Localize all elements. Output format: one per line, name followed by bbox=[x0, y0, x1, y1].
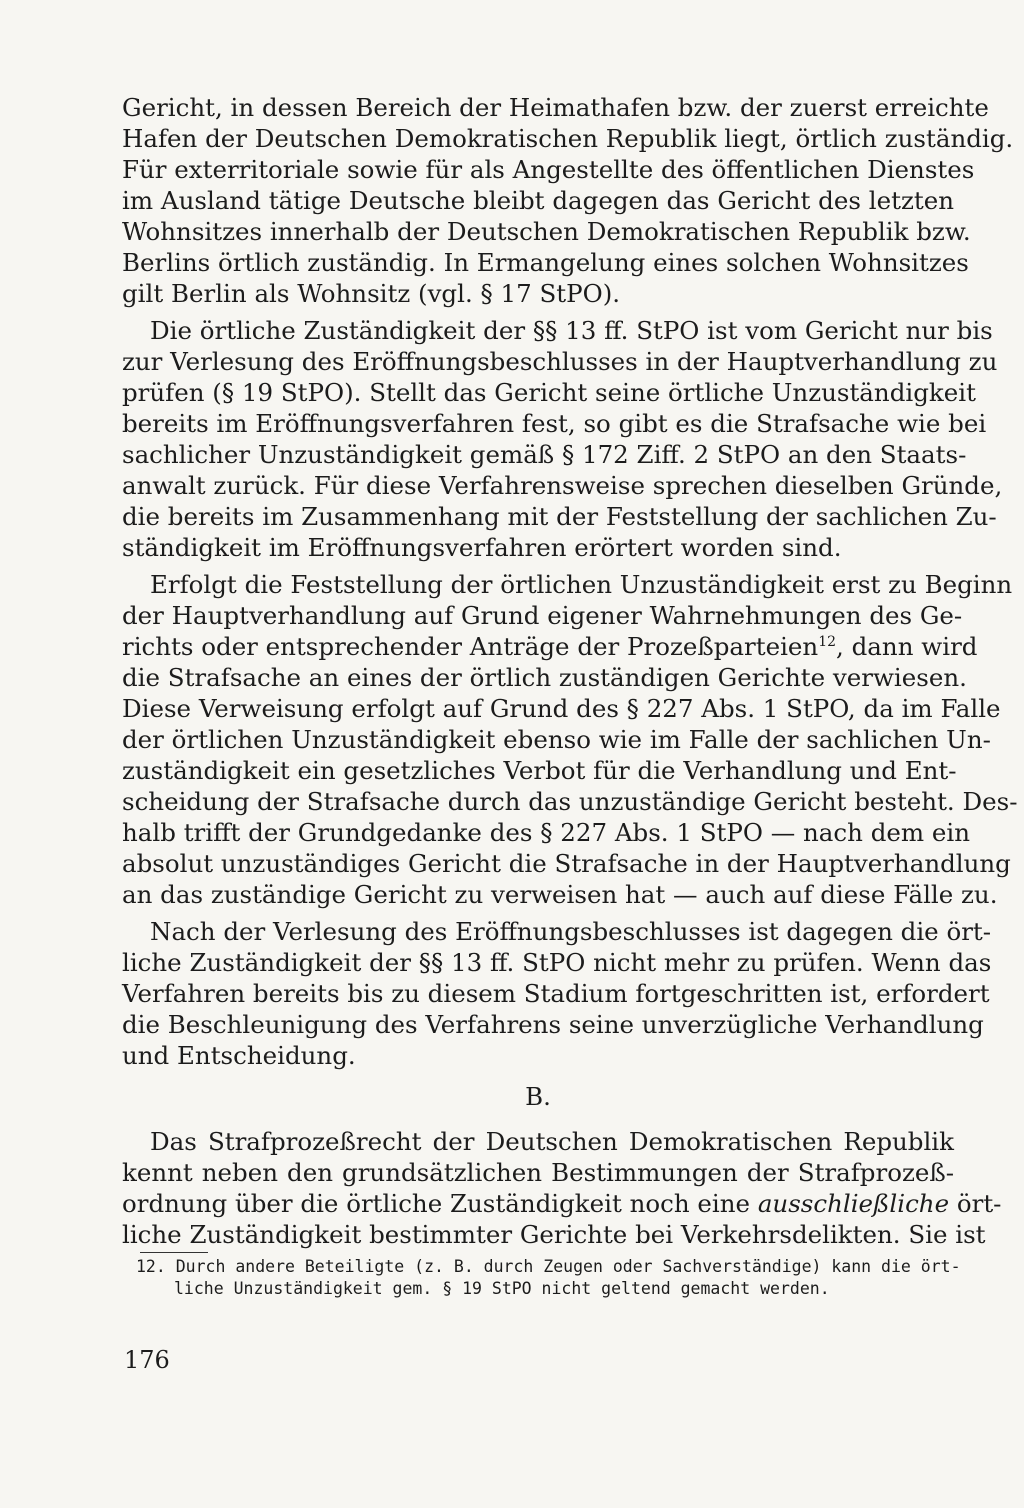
text-line: Das Strafprozeßrecht der Deutschen Demokratischen Republik bbox=[150, 1127, 954, 1156]
text-line: liche Zuständigkeit bestimmter Gerichte bei Verkehrsdelikten. Sie ist bbox=[122, 1220, 986, 1249]
text-line: Erfolgt die Feststellung der örtlichen Unzuständigkeit erst zu Beginn bbox=[150, 570, 1013, 599]
text-line: Für exterritoriale sowie für als Angestellte des öffentlichen Dienstes bbox=[122, 155, 975, 184]
text-line: ständigkeit im Eröffnungsverfahren erörtert worden sind. bbox=[122, 533, 842, 562]
text-line: der örtlichen Unzuständigkeit ebenso wie im Falle der sachlichen Un- bbox=[122, 725, 991, 754]
text-line: Nach der Verlesung des Eröffnungsbeschlusses ist dagegen die ört- bbox=[150, 917, 992, 946]
text-line: bereits im Eröffnungsverfahren fest, so gibt es die Strafsache wie bei bbox=[122, 409, 987, 438]
text-fragment: ört- bbox=[949, 1189, 1002, 1218]
footnote-section bbox=[136, 1256, 961, 1300]
text-line: Berlins örtlich zuständig. In Ermangelung eines solchen Wohnsitzes bbox=[122, 248, 969, 277]
text-line: Die örtliche Zuständigkeit der §§ 13 ff. StPO ist vom Gericht nur bis bbox=[150, 316, 993, 345]
text-line: halb trifft der Grundgedanke des § 227 Abs. 1 StPO — nach dem ein bbox=[122, 818, 971, 847]
footnote-reference[interactable]: 12 bbox=[818, 633, 837, 650]
paragraph-3 bbox=[122, 569, 1018, 910]
text-line: Gericht, in dessen Bereich der Heimathafen bzw. der zuerst erreichte bbox=[122, 93, 989, 122]
text-line: die Beschleunigung des Verfahrens seine unverzügliche Verhandlung bbox=[122, 1010, 984, 1039]
paragraph-2 bbox=[122, 315, 1003, 563]
text-line: liche Zuständigkeit der §§ 13 ff. StPO nicht mehr zu prüfen. Wenn das bbox=[122, 948, 992, 977]
text-line: prüfen (§ 19 StPO). Stellt das Gericht seine örtliche Unzuständigkeit bbox=[122, 378, 976, 407]
text-line: absolut unzuständiges Gericht die Strafsache in der Hauptverhandlung bbox=[122, 849, 1011, 878]
text-line: zuständigkeit ein gesetzliches Verbot für die Verhandlung und Ent- bbox=[122, 756, 957, 785]
footnote-divider bbox=[140, 1252, 208, 1253]
text-line: und Entscheidung. bbox=[122, 1041, 356, 1070]
text-line: anwalt zurück. Für diese Verfahrensweise sprechen dieselben Gründe, bbox=[122, 471, 1003, 500]
paragraph-4 bbox=[122, 916, 992, 1071]
text-fragment: ordnung über die örtliche Zuständigkeit noch eine bbox=[122, 1189, 758, 1218]
footnote-line: liche Unzuständigkeit gem. § 19 StPO nicht geltend gemacht werden. bbox=[174, 1279, 830, 1298]
text-line: im Ausland tätige Deutsche bleibt dagegen das Gericht des letzten bbox=[122, 186, 954, 215]
text-line: zur Verlesung des Eröffnungsbeschlusses in der Hauptverhandlung zu bbox=[122, 347, 998, 376]
text-line: kennt neben den grundsätzlichen Bestimmungen der Strafprozeß- bbox=[122, 1158, 954, 1187]
text-line: Hafen der Deutschen Demokratischen Republik liegt, örtlich zuständig. bbox=[122, 124, 1014, 153]
paragraph-1 bbox=[122, 92, 1014, 309]
text-line: sachlicher Unzuständigkeit gemäß § 172 Ziff. 2 StPO an den Staats- bbox=[122, 440, 967, 469]
text-line: Diese Verweisung erfolgt auf Grund des § 227 Abs. 1 StPO, da im Falle bbox=[122, 694, 1001, 723]
text-line: Wohnsitzes innerhalb der Deutschen Demokratischen Republik bzw. bbox=[122, 217, 971, 246]
text-line bbox=[122, 1188, 1002, 1219]
paragraph-5 bbox=[122, 1126, 1002, 1250]
text-line: an das zuständige Gericht zu verweisen hat — auch auf diese Fälle zu. bbox=[122, 880, 998, 909]
text-line: der Hauptverhandlung auf Grund eigener Wahrnehmungen des Ge- bbox=[122, 601, 963, 630]
text-line: die bereits im Zusammenhang mit der Feststellung der sachlichen Zu- bbox=[122, 502, 997, 531]
text-line: die Strafsache an eines der örtlich zuständigen Gerichte verwiesen. bbox=[122, 663, 967, 692]
page-body bbox=[122, 92, 1018, 1250]
emphasis-text: ausschließliche bbox=[757, 1189, 950, 1218]
text-line: Verfahren bereits bis zu diesem Stadium fortgeschritten ist, erfordert bbox=[122, 979, 990, 1008]
footnote-line: 12. Durch andere Beteiligte (z. B. durch Zeugen oder Sachverständige) kann die ört- bbox=[136, 1257, 961, 1276]
section-heading: B. bbox=[525, 1082, 551, 1111]
text-line bbox=[122, 631, 978, 662]
page-number: 176 bbox=[124, 1346, 170, 1374]
text-fragment: , dann wird bbox=[836, 632, 978, 661]
text-fragment: richts oder entsprechender Anträge der Prozeßparteien bbox=[122, 632, 819, 661]
text-line: gilt Berlin als Wohnsitz (vgl. § 17 StPO). bbox=[122, 279, 621, 308]
text-line: scheidung der Strafsache durch das unzuständige Gericht besteht. Des- bbox=[122, 787, 1018, 816]
